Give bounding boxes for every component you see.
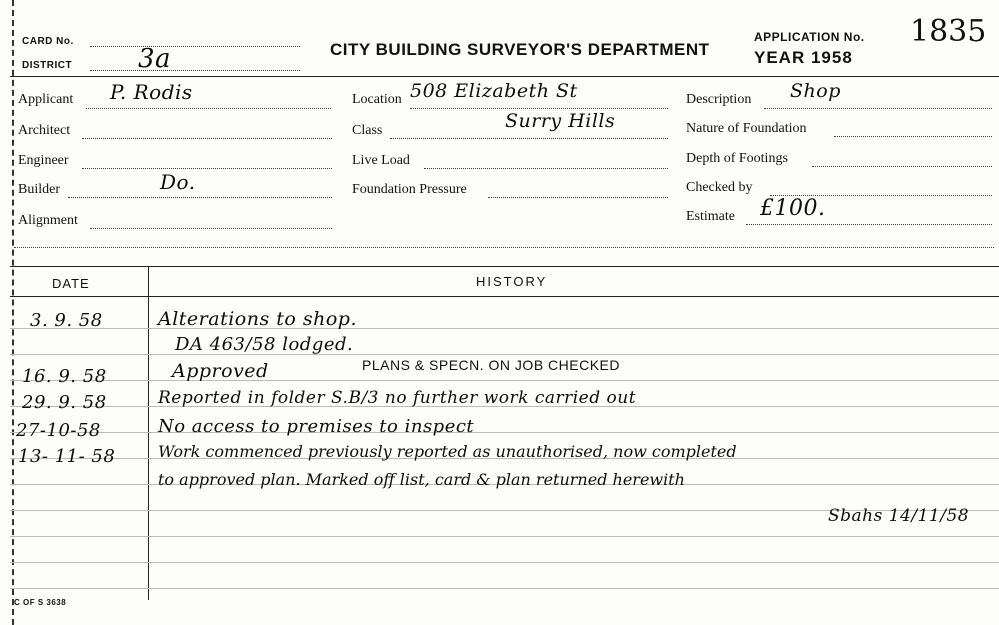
history-entry: to approved plan. Marked off list, card & plan returned herewith	[158, 470, 685, 489]
header-rule	[10, 76, 999, 77]
district-value: 3a	[138, 44, 172, 74]
depth-footings-line	[812, 166, 992, 167]
nature-foundation-label: Nature of Foundation	[686, 121, 807, 136]
history-date: 13- 11- 58	[18, 446, 116, 467]
foundation-pressure-label: Foundation Pressure	[352, 182, 467, 197]
estimate-line	[746, 224, 992, 225]
foundation-pressure-line	[488, 197, 668, 198]
history-top-rule	[10, 266, 999, 267]
location-value: 508 Elizabeth St	[410, 80, 578, 102]
estimate-value: £100.	[760, 196, 826, 221]
description-value: Shop	[790, 80, 841, 102]
rule-line	[10, 354, 999, 355]
applicant-value: P. Rodis	[110, 80, 193, 104]
depth-footings-label: Depth of Footings	[686, 151, 788, 166]
history-date: 16. 9. 58	[22, 366, 107, 387]
builder-line	[68, 197, 332, 198]
rule-line	[10, 380, 999, 381]
history-header-rule	[10, 296, 999, 297]
history-entry: Work commenced previously reported as unauthorised, now completed	[158, 442, 737, 461]
application-label: APPLICATION No.	[754, 30, 865, 44]
history-entry: No access to premises to inspect	[158, 416, 475, 437]
engineer-label: Engineer	[18, 153, 69, 168]
history-date: 29. 9. 58	[22, 392, 107, 413]
live-load-label: Live Load	[352, 153, 410, 168]
card-no-label: CARD No.	[22, 36, 74, 47]
date-header: DATE	[52, 276, 90, 291]
form-code: C OF S 3638	[14, 598, 67, 607]
applicant-line	[86, 108, 331, 109]
architect-line	[82, 138, 332, 139]
engineer-line	[82, 168, 332, 169]
department-title: CITY BUILDING SURVEYOR'S DEPARTMENT	[330, 40, 710, 59]
date-column-divider	[148, 266, 149, 600]
alignment-label: Alignment	[18, 213, 78, 228]
location-label: Location	[352, 92, 402, 107]
class-label: Class	[352, 123, 383, 138]
alignment-line	[90, 228, 332, 229]
application-number: 1835	[910, 14, 987, 49]
description-label: Description	[686, 92, 752, 107]
history-entry: DA 463/58 lodged.	[175, 334, 354, 355]
perforated-edge	[0, 0, 14, 625]
description-line	[764, 108, 992, 109]
year-label: YEAR 1958	[754, 48, 853, 67]
builder-label: Builder	[18, 182, 60, 197]
card-no-line	[90, 46, 300, 47]
history-entry: Approved	[172, 360, 269, 382]
history-entry: Reported in folder S.B/3 no further work carried out	[158, 388, 637, 408]
location-line	[410, 108, 668, 109]
history-date: 27-10-58	[16, 420, 101, 441]
applicant-label: Applicant	[18, 92, 74, 107]
rule-line	[10, 562, 999, 563]
rule-line	[10, 536, 999, 537]
live-load-line	[424, 168, 668, 169]
location-value-suburb: Surry Hills	[505, 110, 616, 132]
district-label: DISTRICT	[22, 60, 73, 71]
checked-by-label: Checked by	[686, 180, 753, 195]
estimate-label: Estimate	[686, 209, 735, 224]
signature: Sbahs 14/11/58	[828, 506, 970, 526]
history-header: HISTORY	[476, 274, 548, 289]
rule-line	[10, 588, 999, 589]
architect-label: Architect	[18, 123, 71, 138]
history-entry: Alterations to shop.	[158, 308, 358, 330]
nature-foundation-line	[834, 136, 992, 137]
section-dotted-rule	[14, 247, 994, 248]
class-line	[390, 138, 668, 139]
builder-value: Do.	[160, 170, 196, 194]
history-date: 3. 9. 58	[30, 310, 103, 331]
district-line	[90, 70, 300, 71]
checked-stamp: PLANS & SPECN. ON JOB CHECKED	[362, 357, 621, 373]
